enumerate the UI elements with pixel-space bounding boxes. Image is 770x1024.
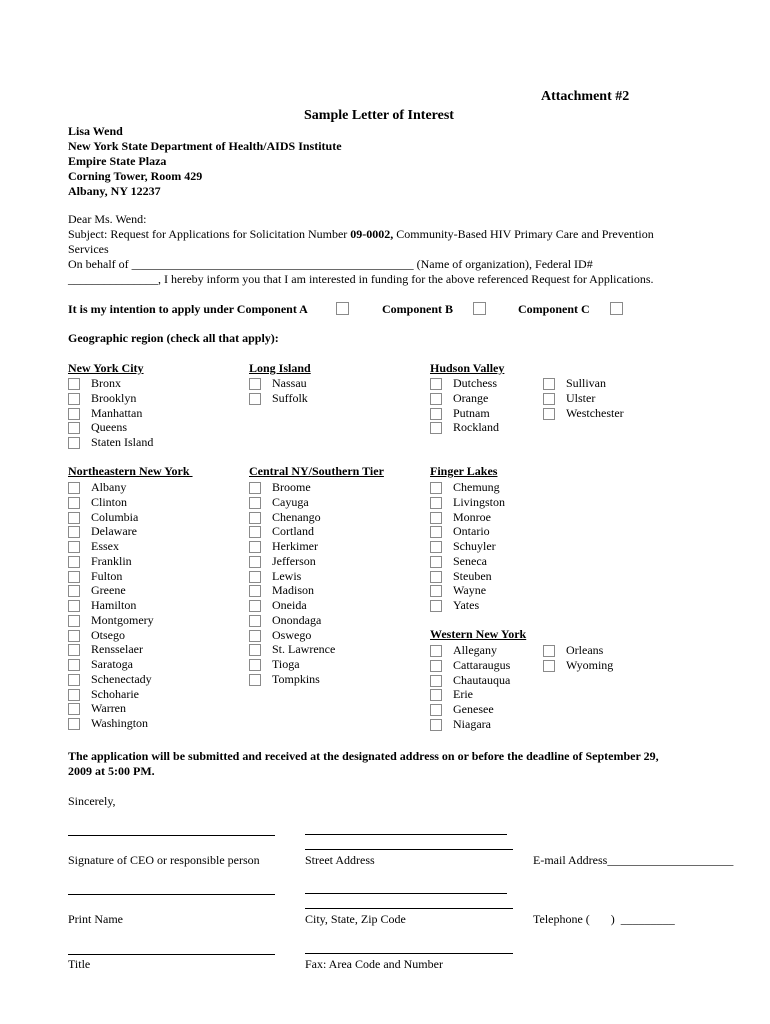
county-checkbox[interactable] (430, 585, 442, 597)
county-label: Brooklyn (91, 391, 137, 405)
county-label: Wayne (453, 583, 487, 597)
county-checkbox[interactable] (543, 660, 555, 672)
county-checkbox[interactable] (430, 378, 442, 390)
county-checkbox[interactable] (249, 482, 261, 494)
component-a-label: It is my intention to apply under Component A (68, 302, 308, 316)
recipient-address (68, 124, 342, 199)
county-label: Wyoming (566, 658, 614, 672)
component-c-label: Component C (518, 302, 590, 316)
letter-body (68, 212, 654, 287)
street-address-label: Street Address (305, 853, 375, 867)
address-line: New York State Department of Health/AIDS Institute (68, 139, 342, 153)
county-checkbox[interactable] (249, 674, 261, 686)
county-label: Manhattan (91, 406, 143, 420)
county-checkbox[interactable] (68, 630, 80, 642)
county-label: Herkimer (272, 539, 318, 553)
county-label: Tompkins (272, 672, 320, 686)
county-checkbox[interactable] (249, 571, 261, 583)
county-label: Nassau (272, 376, 307, 390)
county-checkbox[interactable] (249, 615, 261, 627)
city-state-zip-label: City, State, Zip Code (305, 912, 406, 926)
attachment-label: Attachment #2 (541, 89, 630, 104)
signature-label: Signature of CEO or responsible person (68, 853, 260, 867)
county-checkbox[interactable] (68, 526, 80, 538)
print-name-label: Print Name (68, 912, 123, 926)
region-heading-nyc: New York City (68, 361, 144, 375)
geographic-region-label: Geographic region (check all that apply): (68, 331, 279, 345)
component-a-checkbox[interactable] (336, 302, 349, 315)
county-label: Orleans (566, 643, 604, 657)
fax-label: Fax: Area Code and Number (305, 957, 443, 971)
county-label: Essex (91, 539, 119, 553)
county-checkbox[interactable] (543, 408, 555, 420)
county-checkbox[interactable] (430, 497, 442, 509)
county-label: Sullivan (566, 376, 607, 390)
county-label: Suffolk (272, 391, 308, 405)
county-label: Oneida (272, 598, 307, 612)
street-line-2[interactable] (305, 849, 513, 850)
county-checkbox[interactable] (430, 645, 442, 657)
county-checkbox[interactable] (68, 615, 80, 627)
county-label: Warren (91, 701, 127, 715)
county-checkbox[interactable] (68, 482, 80, 494)
county-label: Bronx (91, 376, 121, 390)
county-checkbox[interactable] (249, 659, 261, 671)
county-checkbox[interactable] (430, 600, 442, 612)
county-checkbox[interactable] (430, 556, 442, 568)
county-checkbox[interactable] (430, 675, 442, 687)
title-label: Title (68, 957, 91, 971)
county-label: Clinton (91, 495, 128, 509)
county-checkbox[interactable] (68, 585, 80, 597)
county-label: Onondaga (272, 613, 322, 627)
county-label: Madison (272, 583, 314, 597)
county-checkbox[interactable] (430, 704, 442, 716)
component-b-label: Component B (382, 302, 454, 316)
city-line-2[interactable] (305, 908, 513, 909)
county-checkbox[interactable] (430, 526, 442, 538)
address-line: Corning Tower, Room 429 (68, 169, 203, 183)
county-label: Chemung (453, 480, 500, 494)
address-line: Empire State Plaza (68, 154, 167, 168)
county-label: Jefferson (272, 554, 316, 568)
county-label: Steuben (453, 569, 492, 583)
county-checkbox[interactable] (68, 408, 80, 420)
county-checkbox[interactable] (68, 378, 80, 390)
county-label: Seneca (453, 554, 487, 568)
county-label: Allegany (453, 643, 497, 657)
county-checkbox[interactable] (68, 703, 80, 715)
county-label: Ontario (453, 524, 490, 538)
region-heading-northeastern: Northeastern New York (68, 464, 193, 478)
county-checkbox[interactable] (249, 556, 261, 568)
county-checkbox[interactable] (68, 644, 80, 656)
region-heading-western: Western New York (430, 627, 527, 641)
county-label: Staten Island (91, 435, 154, 449)
county-checkbox[interactable] (249, 630, 261, 642)
county-checkbox[interactable] (249, 497, 261, 509)
county-label: Monroe (453, 510, 491, 524)
county-label: Greene (91, 583, 126, 597)
county-checkbox[interactable] (249, 541, 261, 553)
county-checkbox[interactable] (249, 378, 261, 390)
county-label: Delaware (91, 524, 137, 538)
county-label: Albany (91, 480, 127, 494)
region-heading-finger-lakes: Finger Lakes (430, 464, 498, 478)
county-label: Broome (272, 480, 311, 494)
county-checkbox[interactable] (68, 600, 80, 612)
county-label: Columbia (91, 510, 139, 524)
address-line: Albany, NY 12237 (68, 184, 161, 198)
county-label: Westchester (566, 406, 624, 420)
city-line-1[interactable] (305, 893, 507, 894)
signature-line[interactable] (68, 835, 275, 836)
county-checkbox[interactable] (543, 378, 555, 390)
county-label: Schuyler (453, 539, 496, 553)
region-heading-hudson-valley: Hudson Valley (430, 361, 505, 375)
county-checkbox[interactable] (68, 659, 80, 671)
county-label: Ulster (566, 391, 596, 405)
county-checkbox[interactable] (68, 497, 80, 509)
county-checkbox[interactable] (68, 571, 80, 583)
county-label: Chautauqua (453, 673, 511, 687)
fax-line[interactable] (305, 953, 513, 954)
county-label: Dutchess (453, 376, 497, 390)
county-checkbox[interactable] (68, 689, 80, 701)
county-label: Franklin (91, 554, 132, 568)
county-checkbox[interactable] (430, 660, 442, 672)
county-label: Schenectady (91, 672, 152, 686)
county-label: Livingston (453, 495, 506, 509)
county-checkbox[interactable] (68, 393, 80, 405)
county-checkbox[interactable] (430, 541, 442, 553)
county-checkbox[interactable] (543, 393, 555, 405)
street-line-1[interactable] (305, 834, 507, 835)
region-heading-long-island: Long Island (249, 361, 311, 375)
address-line: Lisa Wend (68, 124, 123, 138)
county-checkbox[interactable] (68, 718, 80, 730)
county-label: Chenango (272, 510, 321, 524)
county-label: Queens (91, 420, 127, 434)
county-label: Erie (453, 687, 473, 701)
county-checkbox[interactable] (68, 541, 80, 553)
county-label: Lewis (272, 569, 302, 583)
region-heading-central: Central NY/Southern Tier (249, 464, 384, 478)
county-checkbox[interactable] (68, 437, 80, 449)
county-checkbox[interactable] (249, 393, 261, 405)
print-name-line[interactable] (68, 894, 275, 895)
county-label: Yates (453, 598, 480, 612)
county-checkbox[interactable] (68, 512, 80, 524)
component-b-checkbox[interactable] (473, 302, 486, 315)
county-checkbox[interactable] (68, 422, 80, 434)
county-label: Cortland (272, 524, 314, 538)
page-title: Sample Letter of Interest (304, 108, 454, 123)
county-checkbox[interactable] (249, 585, 261, 597)
county-label: Putnam (453, 406, 490, 420)
county-label: Schoharie (91, 687, 139, 701)
county-checkbox[interactable] (430, 422, 442, 434)
subject-line-2: Services (68, 242, 109, 256)
county-label: Niagara (453, 717, 491, 731)
county-label: Genesee (453, 702, 494, 716)
county-checkbox[interactable] (430, 689, 442, 701)
county-checkbox[interactable] (249, 526, 261, 538)
county-label: Fulton (91, 569, 123, 583)
county-checkbox[interactable] (249, 644, 261, 656)
county-label: Cayuga (272, 495, 309, 509)
county-label: Oswego (272, 628, 312, 642)
behalf-line: On behalf of _______________________________________________ (Name of organization), Federal ID# (68, 257, 593, 271)
county-checkbox[interactable] (430, 482, 442, 494)
county-label: Otsego (91, 628, 125, 642)
county-checkbox[interactable] (249, 512, 261, 524)
telephone-field[interactable]: Telephone ( ) _________ (533, 912, 675, 926)
county-label: Orange (453, 391, 489, 405)
county-checkbox[interactable] (249, 600, 261, 612)
county-label: Saratoga (91, 657, 133, 671)
county-checkbox[interactable] (68, 674, 80, 686)
county-label: Hamilton (91, 598, 137, 612)
email-address-field[interactable]: E-mail Address_____________________ (533, 853, 734, 867)
county-label: Rensselaer (91, 642, 143, 656)
county-checkbox[interactable] (430, 571, 442, 583)
title-line[interactable] (68, 954, 275, 955)
county-checkbox[interactable] (430, 393, 442, 405)
deadline-statement (68, 749, 659, 779)
deadline-line: 2009 at 5:00 PM. (68, 764, 155, 778)
county-label: Montgomery (91, 613, 154, 627)
county-checkbox[interactable] (68, 556, 80, 568)
subject-line: Subject: Request for Applications for Solicitation Number 09-0002, Community-Based HIV Primary Care and Prevention (68, 227, 654, 241)
county-label: St. Lawrence (272, 642, 336, 656)
county-label: Rockland (453, 420, 499, 434)
county-label: Washington (91, 716, 149, 730)
deadline-line: The application will be submitted and received at the designated address on or before the deadline of September 29, (68, 749, 659, 763)
closing: Sincerely, (68, 794, 116, 808)
component-c-checkbox[interactable] (610, 302, 623, 315)
county-label: Cattaraugus (453, 658, 511, 672)
county-checkbox[interactable] (543, 645, 555, 657)
county-label: Tioga (272, 657, 300, 671)
county-checkbox[interactable] (430, 512, 442, 524)
salutation: Dear Ms. Wend: (68, 212, 147, 226)
county-checkbox[interactable] (430, 719, 442, 731)
inform-line: _______________, I hereby inform you that I am interested in funding for the above referenced Request for Applications. (68, 272, 654, 286)
county-checkbox[interactable] (430, 408, 442, 420)
